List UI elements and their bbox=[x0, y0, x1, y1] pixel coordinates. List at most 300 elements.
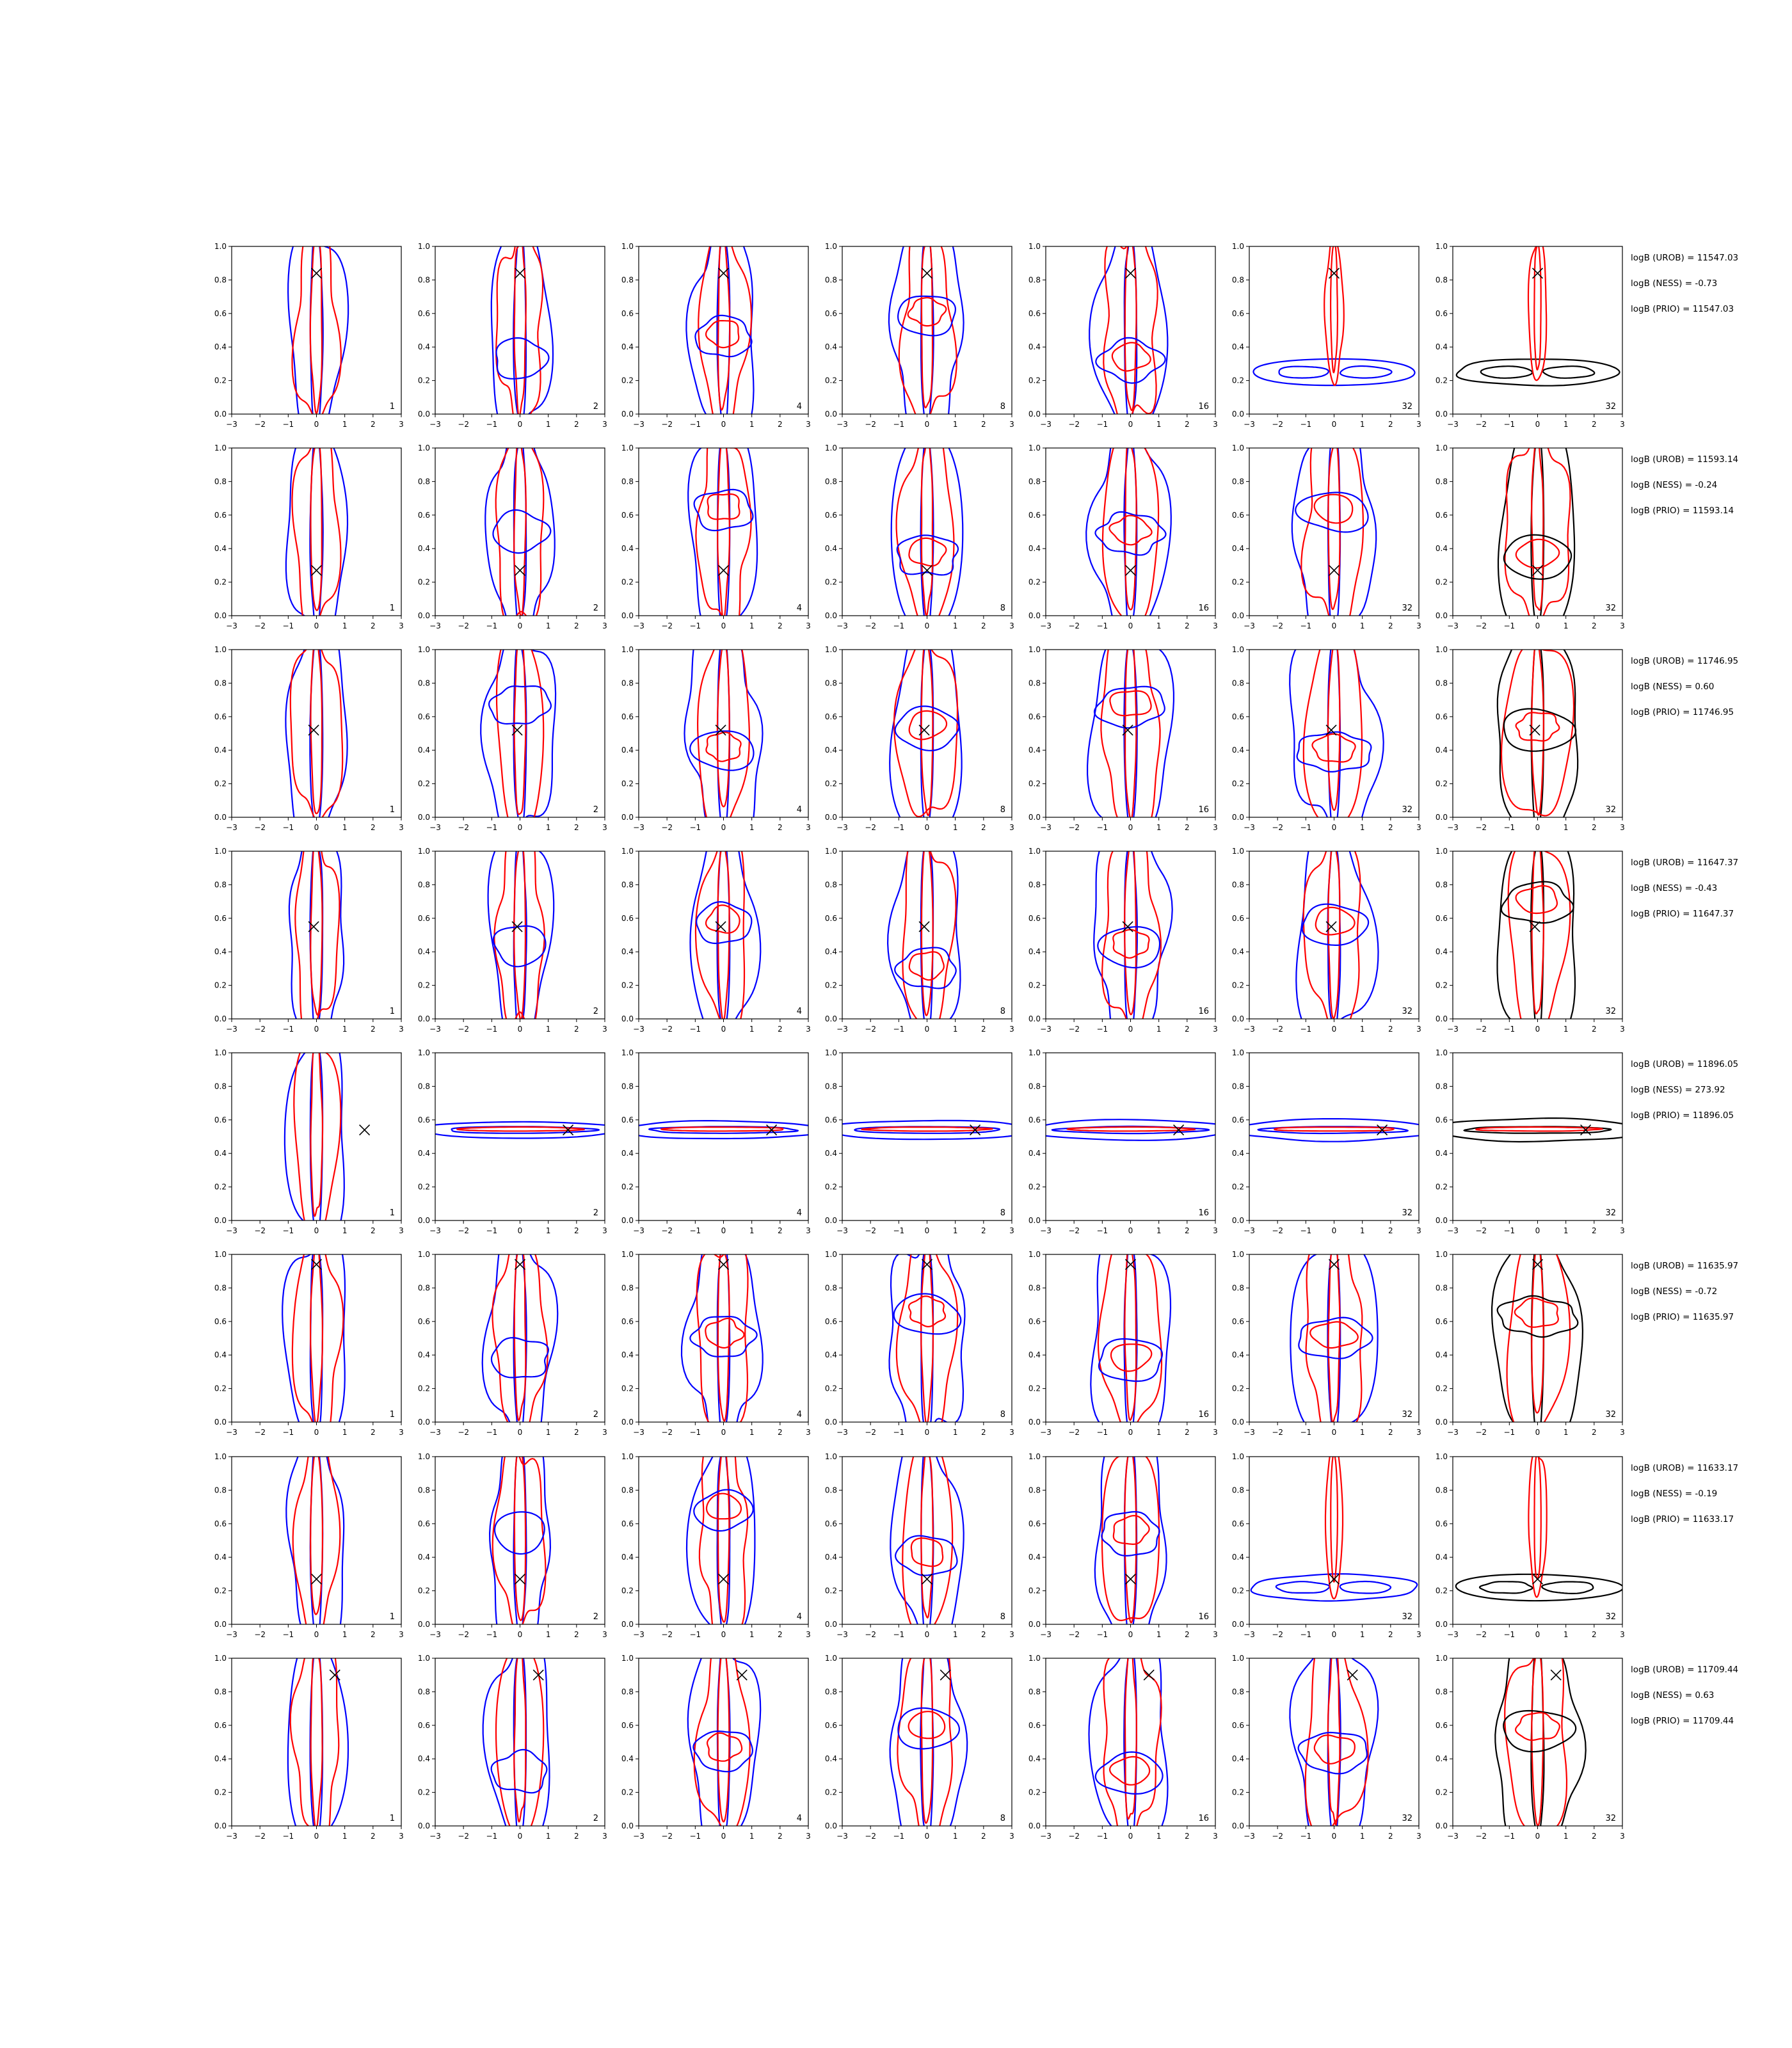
panel-number: 32 bbox=[1402, 1612, 1412, 1622]
x-tick-label: 0 bbox=[924, 1832, 930, 1841]
x-tick-label: 1 bbox=[1563, 1832, 1569, 1841]
x-tick-label: −2 bbox=[458, 1025, 470, 1034]
x-tick-label: −2 bbox=[865, 1428, 877, 1437]
x-tick-label: −2 bbox=[1475, 420, 1487, 429]
x-tick-label: 3 bbox=[602, 420, 607, 429]
y-tick-label: 1.0 bbox=[1231, 645, 1244, 654]
panel-number: 8 bbox=[1000, 1410, 1005, 1420]
x-tick-label: 3 bbox=[1620, 1025, 1625, 1034]
x-tick-label: −1 bbox=[1503, 621, 1516, 630]
y-tick-label: 0.4 bbox=[1028, 1553, 1041, 1562]
x-tick-label: 1 bbox=[952, 1832, 958, 1841]
y-tick-label: 0.4 bbox=[417, 1350, 430, 1360]
x-tick-label: 2 bbox=[778, 1025, 783, 1034]
y-tick-label: 0.8 bbox=[824, 880, 837, 890]
y-tick-label: 0.4 bbox=[1435, 544, 1448, 554]
y-tick-label: 0.8 bbox=[1435, 1687, 1448, 1697]
y-tick-label: 0.2 bbox=[214, 1182, 227, 1192]
x-tick-label: −1 bbox=[1503, 1630, 1516, 1639]
x-tick-label: 0 bbox=[517, 621, 523, 630]
x-tick-label: 3 bbox=[399, 1025, 404, 1034]
y-tick-label: 0.8 bbox=[417, 1485, 430, 1495]
x-tick-label: −3 bbox=[633, 823, 644, 832]
y-tick-label: 0.0 bbox=[214, 1418, 227, 1427]
y-tick-label: 0.4 bbox=[1231, 947, 1244, 957]
x-tick-label: 2 bbox=[1185, 823, 1190, 832]
y-tick-label: 0.6 bbox=[621, 510, 634, 520]
x-tick-label: 0 bbox=[517, 420, 523, 429]
y-tick-label: 0.8 bbox=[417, 1283, 430, 1293]
x-tick-label: 1 bbox=[952, 1226, 958, 1235]
x-tick-label: 0 bbox=[1535, 1025, 1540, 1034]
stat-line: logB (PRIO) = 11635.97 bbox=[1631, 1312, 1734, 1322]
stat-line: logB (NESS) = -0.72 bbox=[1631, 1286, 1718, 1297]
y-tick-label: 0.6 bbox=[1231, 913, 1244, 923]
y-tick-label: 1.0 bbox=[417, 645, 430, 654]
x-tick-label: 3 bbox=[1416, 1226, 1421, 1235]
y-tick-label: 0.4 bbox=[214, 544, 227, 554]
x-tick-label: −1 bbox=[1300, 420, 1312, 429]
x-tick-label: 3 bbox=[1213, 823, 1218, 832]
y-tick-label: 0.6 bbox=[214, 308, 227, 318]
y-tick-label: 0.0 bbox=[1231, 1216, 1244, 1225]
y-tick-label: 0.8 bbox=[1028, 880, 1041, 890]
x-tick-label: 3 bbox=[806, 621, 811, 630]
panel-number: 4 bbox=[796, 1007, 802, 1016]
x-tick-label: 0 bbox=[1331, 1226, 1337, 1235]
x-tick-label: −1 bbox=[1503, 823, 1516, 832]
y-tick-label: 0.0 bbox=[824, 1418, 837, 1427]
x-tick-label: −1 bbox=[893, 621, 905, 630]
x-tick-label: −2 bbox=[661, 420, 673, 429]
y-tick-label: 0.0 bbox=[1028, 1821, 1041, 1830]
y-tick-label: 1.0 bbox=[214, 242, 227, 251]
y-tick-label: 0.6 bbox=[1028, 712, 1041, 721]
x-tick-label: 0 bbox=[721, 420, 726, 429]
x-tick-label: 2 bbox=[1592, 1832, 1597, 1841]
x-tick-label: −1 bbox=[282, 1025, 294, 1034]
y-tick-label: 0.6 bbox=[1028, 1720, 1041, 1730]
x-tick-label: 3 bbox=[806, 1428, 811, 1437]
y-tick-label: 0.2 bbox=[214, 577, 227, 587]
x-tick-label: −1 bbox=[282, 621, 294, 630]
y-tick-label: 0.4 bbox=[1435, 342, 1448, 352]
x-tick-label: −3 bbox=[226, 1226, 237, 1235]
x-tick-label: −2 bbox=[458, 621, 470, 630]
x-tick-label: 1 bbox=[749, 1832, 755, 1841]
x-tick-label: 2 bbox=[574, 1630, 579, 1639]
x-tick-label: −1 bbox=[1096, 1428, 1108, 1437]
y-tick-label: 0.4 bbox=[417, 342, 430, 352]
y-tick-label: 0.8 bbox=[824, 477, 837, 486]
y-tick-label: 0.8 bbox=[214, 477, 227, 486]
y-tick-label: 1.0 bbox=[1231, 444, 1244, 452]
x-tick-label: 3 bbox=[1620, 1226, 1625, 1235]
y-tick-label: 0.0 bbox=[214, 1620, 227, 1629]
y-tick-label: 0.0 bbox=[417, 410, 430, 419]
x-tick-label: 3 bbox=[1213, 1226, 1218, 1235]
x-tick-label: 1 bbox=[342, 1226, 348, 1235]
x-tick-label: 3 bbox=[1620, 1630, 1625, 1639]
x-tick-label: −2 bbox=[458, 1428, 470, 1437]
y-tick-label: 1.0 bbox=[1231, 1452, 1244, 1461]
y-tick-label: 0.4 bbox=[1231, 342, 1244, 352]
x-tick-label: −2 bbox=[254, 823, 266, 832]
y-tick-label: 1.0 bbox=[417, 242, 430, 251]
x-tick-label: 0 bbox=[1535, 420, 1540, 429]
x-tick-label: 0 bbox=[924, 1630, 930, 1639]
x-tick-label: −3 bbox=[633, 1226, 644, 1235]
panel-number: 4 bbox=[796, 1410, 802, 1420]
x-tick-label: 0 bbox=[1535, 1428, 1540, 1437]
x-tick-label: −1 bbox=[1503, 420, 1516, 429]
x-tick-label: 0 bbox=[721, 621, 726, 630]
y-tick-label: 0.8 bbox=[1435, 880, 1448, 890]
y-tick-label: 0.0 bbox=[1435, 611, 1448, 620]
panel-number: 2 bbox=[593, 1612, 598, 1622]
y-tick-label: 1.0 bbox=[417, 1048, 430, 1057]
y-tick-label: 0.4 bbox=[417, 947, 430, 957]
x-tick-label: 3 bbox=[1009, 1226, 1014, 1235]
x-tick-label: −2 bbox=[865, 823, 877, 832]
x-tick-label: −2 bbox=[1475, 1832, 1487, 1841]
x-tick-label: −1 bbox=[893, 1025, 905, 1034]
x-tick-label: −2 bbox=[1068, 420, 1080, 429]
y-tick-label: 0.6 bbox=[1435, 913, 1448, 923]
y-tick-label: 0.0 bbox=[1231, 1821, 1244, 1830]
x-tick-label: 2 bbox=[574, 1226, 579, 1235]
x-tick-label: 0 bbox=[1128, 1630, 1133, 1639]
y-tick-label: 1.0 bbox=[1231, 1250, 1244, 1259]
x-tick-label: 3 bbox=[806, 1630, 811, 1639]
x-tick-label: 1 bbox=[1359, 823, 1365, 832]
x-tick-label: 0 bbox=[1128, 1025, 1133, 1034]
x-tick-label: 3 bbox=[1009, 823, 1014, 832]
y-tick-label: 0.2 bbox=[1028, 980, 1041, 990]
y-tick-label: 0.4 bbox=[621, 947, 634, 957]
x-tick-label: −2 bbox=[1272, 1226, 1284, 1235]
x-tick-label: 0 bbox=[924, 621, 930, 630]
x-tick-label: −1 bbox=[689, 621, 701, 630]
x-tick-label: −3 bbox=[1040, 621, 1052, 630]
y-tick-label: 1.0 bbox=[1028, 242, 1041, 251]
y-tick-label: 0.2 bbox=[1231, 1182, 1244, 1192]
x-tick-label: 1 bbox=[1563, 420, 1569, 429]
y-tick-label: 0.4 bbox=[1435, 1553, 1448, 1562]
y-tick-label: 1.0 bbox=[417, 1250, 430, 1259]
stat-line: logB (NESS) = 273.92 bbox=[1631, 1085, 1725, 1095]
x-tick-label: −3 bbox=[429, 1630, 441, 1639]
y-tick-label: 1.0 bbox=[214, 1250, 227, 1259]
y-tick-label: 0.6 bbox=[1435, 1115, 1448, 1124]
stat-line: logB (NESS) = 0.63 bbox=[1631, 1690, 1715, 1700]
x-tick-label: 3 bbox=[806, 1025, 811, 1034]
y-tick-label: 0.8 bbox=[417, 275, 430, 285]
x-tick-label: 1 bbox=[1359, 1025, 1365, 1034]
x-tick-label: 0 bbox=[517, 1630, 523, 1639]
panel-number: 8 bbox=[1000, 402, 1005, 412]
x-tick-label: 3 bbox=[1620, 420, 1625, 429]
y-tick-label: 0.0 bbox=[1231, 410, 1244, 419]
x-tick-label: −1 bbox=[486, 1630, 498, 1639]
y-tick-label: 0.6 bbox=[1028, 913, 1041, 923]
x-tick-label: 2 bbox=[1388, 1025, 1393, 1034]
x-tick-label: −1 bbox=[1503, 1428, 1516, 1437]
y-tick-label: 0.6 bbox=[824, 712, 837, 721]
stat-line: logB (PRIO) = 11547.03 bbox=[1631, 304, 1734, 314]
y-tick-label: 0.0 bbox=[417, 1216, 430, 1225]
panel-number: 2 bbox=[593, 1814, 598, 1823]
y-tick-label: 0.0 bbox=[1435, 813, 1448, 822]
x-tick-label: 1 bbox=[952, 1630, 958, 1639]
y-tick-label: 1.0 bbox=[214, 1048, 227, 1057]
y-tick-label: 0.2 bbox=[1435, 1384, 1448, 1393]
x-tick-label: −2 bbox=[1272, 621, 1284, 630]
x-tick-label: −3 bbox=[429, 420, 441, 429]
panel-number: 8 bbox=[1000, 1612, 1005, 1622]
x-tick-label: 1 bbox=[1156, 621, 1162, 630]
x-tick-label: 0 bbox=[517, 1428, 523, 1437]
x-tick-label: −1 bbox=[689, 1428, 701, 1437]
y-tick-label: 0.6 bbox=[824, 1720, 837, 1730]
y-tick-label: 0.6 bbox=[1231, 308, 1244, 318]
y-tick-label: 0.4 bbox=[621, 342, 634, 352]
y-tick-label: 0.8 bbox=[621, 1283, 634, 1293]
x-tick-label: 1 bbox=[1156, 1428, 1162, 1437]
x-tick-label: −1 bbox=[282, 1630, 294, 1639]
x-tick-label: 0 bbox=[314, 1428, 319, 1437]
x-tick-label: 3 bbox=[1213, 621, 1218, 630]
y-tick-label: 0.0 bbox=[214, 611, 227, 620]
panel-number: 32 bbox=[1402, 1814, 1412, 1823]
y-tick-label: 0.6 bbox=[824, 1316, 837, 1326]
y-tick-label: 0.0 bbox=[214, 1014, 227, 1023]
x-tick-label: 3 bbox=[806, 1832, 811, 1841]
x-tick-label: 3 bbox=[602, 1226, 607, 1235]
y-tick-label: 0.0 bbox=[214, 1216, 227, 1225]
x-tick-label: 0 bbox=[314, 1630, 319, 1639]
y-tick-label: 0.2 bbox=[1435, 779, 1448, 788]
x-tick-label: 2 bbox=[1388, 1428, 1393, 1437]
y-tick-label: 0.2 bbox=[824, 980, 837, 990]
y-tick-label: 0.8 bbox=[1028, 1082, 1041, 1091]
x-tick-label: 0 bbox=[1331, 1832, 1337, 1841]
panel-number: 32 bbox=[1605, 604, 1616, 613]
y-tick-label: 0.0 bbox=[1231, 611, 1244, 620]
x-tick-label: 2 bbox=[574, 1025, 579, 1034]
x-tick-label: −3 bbox=[1040, 1025, 1052, 1034]
y-tick-label: 0.8 bbox=[214, 1283, 227, 1293]
x-tick-label: 2 bbox=[1592, 1630, 1597, 1639]
x-tick-label: −1 bbox=[1300, 1832, 1312, 1841]
x-tick-label: 1 bbox=[545, 1630, 551, 1639]
x-tick-label: −3 bbox=[1040, 420, 1052, 429]
y-tick-label: 0.6 bbox=[417, 1316, 430, 1326]
x-tick-label: 3 bbox=[602, 823, 607, 832]
y-tick-label: 0.4 bbox=[1435, 1754, 1448, 1764]
y-tick-label: 0.8 bbox=[417, 477, 430, 486]
y-tick-label: 0.0 bbox=[621, 1014, 634, 1023]
x-tick-label: 1 bbox=[342, 1630, 348, 1639]
y-tick-label: 1.0 bbox=[824, 847, 837, 856]
y-tick-label: 0.4 bbox=[621, 1754, 634, 1764]
x-tick-label: 2 bbox=[371, 1630, 376, 1639]
panel-number: 16 bbox=[1198, 1814, 1209, 1823]
x-tick-label: 0 bbox=[1535, 823, 1540, 832]
y-tick-label: 0.8 bbox=[1435, 275, 1448, 285]
y-tick-label: 0.0 bbox=[621, 813, 634, 822]
x-tick-label: −2 bbox=[1272, 1832, 1284, 1841]
y-tick-label: 0.4 bbox=[1028, 1149, 1041, 1158]
x-tick-label: 1 bbox=[545, 420, 551, 429]
x-tick-label: 1 bbox=[952, 1025, 958, 1034]
y-tick-label: 0.8 bbox=[1435, 678, 1448, 688]
panel-number: 2 bbox=[593, 1208, 598, 1218]
x-tick-label: −3 bbox=[1447, 1428, 1459, 1437]
y-tick-label: 0.6 bbox=[621, 308, 634, 318]
y-tick-label: 1.0 bbox=[1435, 1452, 1448, 1461]
y-tick-label: 0.0 bbox=[1028, 1418, 1041, 1427]
x-tick-label: −1 bbox=[486, 1226, 498, 1235]
y-tick-label: 0.4 bbox=[621, 746, 634, 755]
y-tick-label: 0.0 bbox=[1435, 1620, 1448, 1629]
stat-line: logB (NESS) = -0.43 bbox=[1631, 883, 1718, 893]
x-tick-label: −2 bbox=[661, 1832, 673, 1841]
y-tick-label: 0.2 bbox=[621, 1788, 634, 1797]
panel-number: 16 bbox=[1198, 402, 1209, 412]
x-tick-label: −3 bbox=[836, 621, 848, 630]
x-tick-label: −3 bbox=[1447, 823, 1459, 832]
y-tick-label: 0.4 bbox=[1435, 1350, 1448, 1360]
y-tick-label: 1.0 bbox=[1435, 444, 1448, 452]
x-tick-label: 2 bbox=[778, 1428, 783, 1437]
y-tick-label: 0.2 bbox=[1435, 1586, 1448, 1596]
x-tick-label: −2 bbox=[661, 1025, 673, 1034]
stat-line: logB (PRIO) = 11896.05 bbox=[1631, 1110, 1734, 1121]
x-tick-label: −3 bbox=[226, 621, 237, 630]
y-tick-label: 0.6 bbox=[1028, 1519, 1041, 1528]
stat-line: logB (PRIO) = 11647.37 bbox=[1631, 909, 1734, 919]
x-tick-label: 2 bbox=[574, 420, 579, 429]
panel-number: 8 bbox=[1000, 1814, 1005, 1823]
y-tick-label: 0.4 bbox=[417, 544, 430, 554]
x-tick-label: −3 bbox=[1244, 1226, 1255, 1235]
x-tick-label: −2 bbox=[1068, 621, 1080, 630]
x-tick-label: 2 bbox=[1592, 1428, 1597, 1437]
y-tick-label: 1.0 bbox=[1028, 1250, 1041, 1259]
x-tick-label: −3 bbox=[633, 1630, 644, 1639]
x-tick-label: 2 bbox=[1388, 1832, 1393, 1841]
x-tick-label: 2 bbox=[778, 1630, 783, 1639]
x-tick-label: 2 bbox=[1592, 1226, 1597, 1235]
y-tick-label: 0.2 bbox=[417, 1182, 430, 1192]
y-tick-label: 0.6 bbox=[214, 1720, 227, 1730]
y-tick-label: 0.2 bbox=[1028, 1182, 1041, 1192]
x-tick-label: 2 bbox=[1185, 1832, 1190, 1841]
y-tick-label: 1.0 bbox=[621, 444, 634, 452]
y-tick-label: 0.2 bbox=[1435, 376, 1448, 385]
y-tick-label: 0.2 bbox=[824, 577, 837, 587]
stat-line: logB (NESS) = 0.60 bbox=[1631, 682, 1715, 692]
panel-number: 32 bbox=[1402, 805, 1412, 815]
stat-line: logB (NESS) = -0.73 bbox=[1631, 278, 1718, 289]
x-tick-label: 0 bbox=[1128, 1428, 1133, 1437]
y-tick-label: 0.2 bbox=[417, 1788, 430, 1797]
x-tick-label: −1 bbox=[689, 420, 701, 429]
x-tick-label: −1 bbox=[1096, 1226, 1108, 1235]
y-tick-label: 0.6 bbox=[1435, 308, 1448, 318]
y-tick-label: 0.6 bbox=[417, 1720, 430, 1730]
x-tick-label: 1 bbox=[1563, 1630, 1569, 1639]
x-tick-label: 0 bbox=[924, 823, 930, 832]
y-tick-label: 0.6 bbox=[1028, 510, 1041, 520]
x-tick-label: 0 bbox=[1128, 823, 1133, 832]
x-tick-label: −2 bbox=[1068, 1428, 1080, 1437]
y-tick-label: 0.0 bbox=[1028, 1014, 1041, 1023]
x-tick-label: −1 bbox=[1096, 1832, 1108, 1841]
y-tick-label: 0.0 bbox=[824, 1620, 837, 1629]
y-tick-label: 0.6 bbox=[214, 712, 227, 721]
x-tick-label: 2 bbox=[981, 420, 986, 429]
y-tick-label: 0.6 bbox=[1435, 1519, 1448, 1528]
x-tick-label: −3 bbox=[1447, 621, 1459, 630]
x-tick-label: 3 bbox=[1213, 1630, 1218, 1639]
x-tick-label: −2 bbox=[1272, 823, 1284, 832]
y-tick-label: 0.0 bbox=[417, 1418, 430, 1427]
y-tick-label: 0.0 bbox=[621, 1821, 634, 1830]
y-tick-label: 1.0 bbox=[214, 847, 227, 856]
x-tick-label: −1 bbox=[486, 420, 498, 429]
y-tick-label: 0.4 bbox=[214, 1553, 227, 1562]
y-tick-label: 0.0 bbox=[214, 410, 227, 419]
stat-line: logB (UROB) = 11896.05 bbox=[1631, 1059, 1739, 1069]
panel-number: 4 bbox=[796, 604, 802, 613]
y-tick-label: 0.2 bbox=[621, 1586, 634, 1596]
y-tick-label: 0.2 bbox=[824, 1384, 837, 1393]
x-tick-label: 1 bbox=[1563, 1226, 1569, 1235]
y-tick-label: 0.6 bbox=[1435, 712, 1448, 721]
x-tick-label: 1 bbox=[545, 823, 551, 832]
x-tick-label: 1 bbox=[1156, 823, 1162, 832]
y-tick-label: 1.0 bbox=[824, 1452, 837, 1461]
x-tick-label: 3 bbox=[1620, 1428, 1625, 1437]
x-tick-label: −3 bbox=[836, 823, 848, 832]
y-tick-label: 0.4 bbox=[1231, 1553, 1244, 1562]
x-tick-label: 1 bbox=[952, 1428, 958, 1437]
x-tick-label: 3 bbox=[602, 1025, 607, 1034]
panel-number: 1 bbox=[389, 604, 395, 613]
x-tick-label: −1 bbox=[893, 1226, 905, 1235]
y-tick-label: 0.6 bbox=[1231, 1720, 1244, 1730]
x-tick-label: 1 bbox=[1359, 1630, 1365, 1639]
x-tick-label: 0 bbox=[314, 1226, 319, 1235]
x-tick-label: 3 bbox=[1213, 420, 1218, 429]
x-tick-label: 2 bbox=[1592, 420, 1597, 429]
stat-line: logB (PRIO) = 11746.95 bbox=[1631, 707, 1734, 717]
y-tick-label: 0.8 bbox=[417, 1687, 430, 1697]
y-tick-label: 0.8 bbox=[1028, 678, 1041, 688]
y-tick-label: 0.8 bbox=[1028, 275, 1041, 285]
y-tick-label: 0.6 bbox=[1231, 1519, 1244, 1528]
stat-line: logB (PRIO) = 11633.17 bbox=[1631, 1514, 1734, 1524]
y-tick-label: 0.4 bbox=[1028, 342, 1041, 352]
y-tick-label: 0.4 bbox=[1231, 1350, 1244, 1360]
y-tick-label: 0.6 bbox=[214, 1316, 227, 1326]
y-tick-label: 0.2 bbox=[1435, 1788, 1448, 1797]
y-tick-label: 0.8 bbox=[1435, 477, 1448, 486]
stat-line: logB (UROB) = 11746.95 bbox=[1631, 656, 1739, 666]
x-tick-label: −1 bbox=[1300, 1630, 1312, 1639]
